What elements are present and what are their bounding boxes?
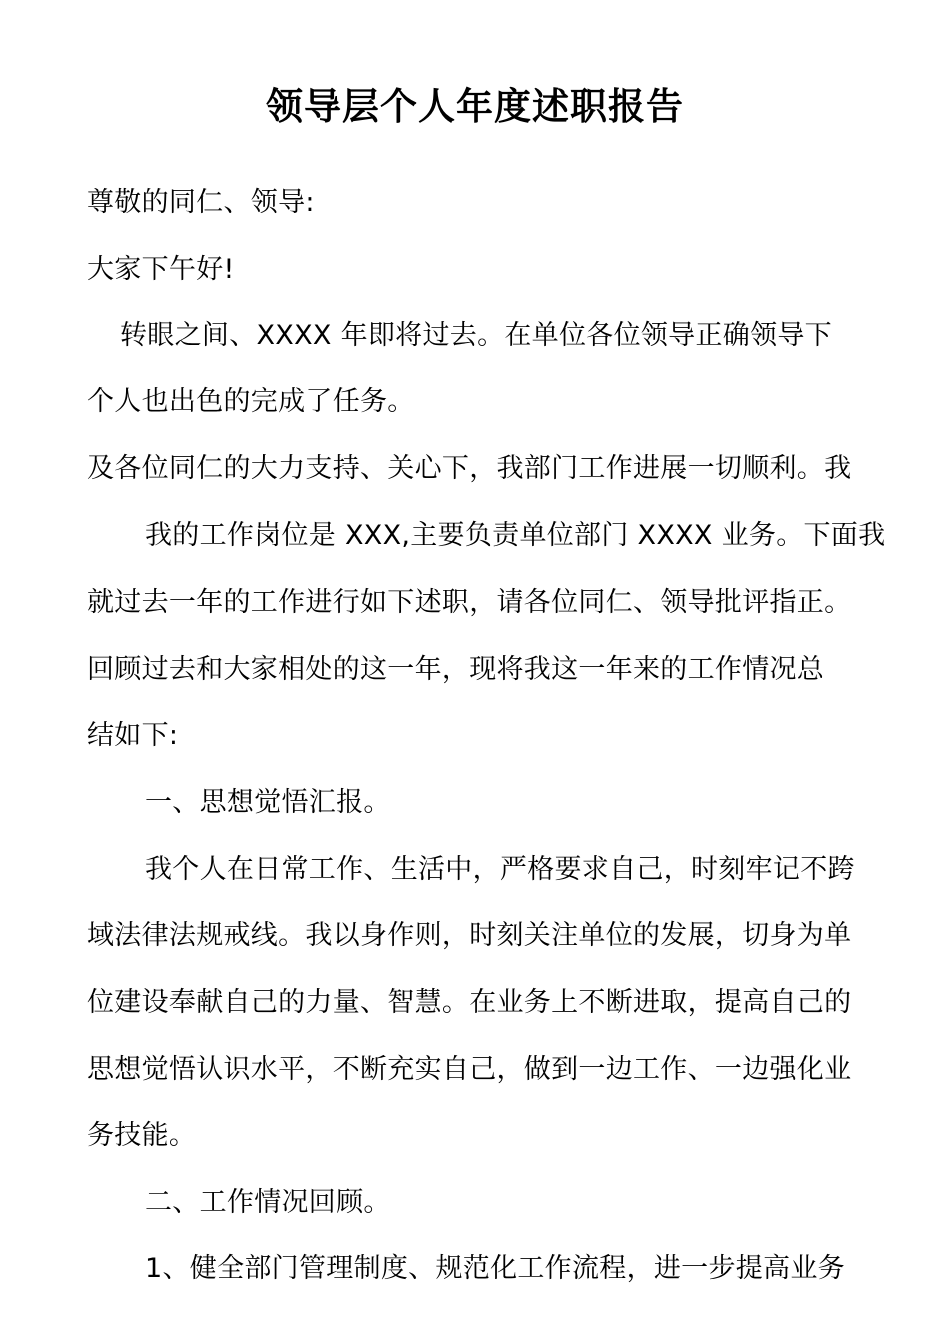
body-line: 个人也出色的完成了任务。 (87, 386, 415, 417)
document-title: 领导层个人年度述职报告 (266, 85, 684, 128)
section-heading-2: 二、工作情况回顾。 (145, 1187, 391, 1218)
body-line: 域法律法规戒线。我以身作则，时刻关注单位的发展，切身为单 (87, 920, 852, 951)
body-line: 思想觉悟认识水平，不断充实自己，做到一边工作、一边强化业 (87, 1054, 852, 1085)
section-heading-1: 一、思想觉悟汇报。 (145, 787, 391, 818)
body-line: 务技能。 (87, 1120, 197, 1151)
body-line: 1、健全部门管理制度、规范化工作流程，进一步提高业务 (145, 1253, 845, 1284)
body-line: 位建设奉献自己的力量、智慧。在业务上不断进取，提高自己的 (87, 987, 852, 1018)
body-line: 我的工作岗位是 XXX,主要负责单位部门 XXXX 业务。下面我 (145, 520, 886, 551)
body-line: 结如下: (87, 720, 179, 751)
body-line: 我个人在日常工作、生活中，严格要求自己，时刻牢记不跨 (145, 854, 855, 885)
greeting-line: 大家下午好! (87, 254, 235, 285)
body-line: 及各位同仁的大力支持、关心下，我部门工作进展一切顺利。我 (87, 453, 852, 484)
salutation-line: 尊敬的同仁、领导: (87, 187, 315, 218)
body-line: 就过去一年的工作进行如下述职，请各位同仁、领导批评指正。 (87, 587, 852, 618)
body-line: 转眼之间、XXXX 年即将过去。在单位各位领导正确领导下 (120, 320, 832, 351)
body-line: 回顾过去和大家相处的这一年，现将我这一年来的工作情况总 (87, 654, 825, 685)
